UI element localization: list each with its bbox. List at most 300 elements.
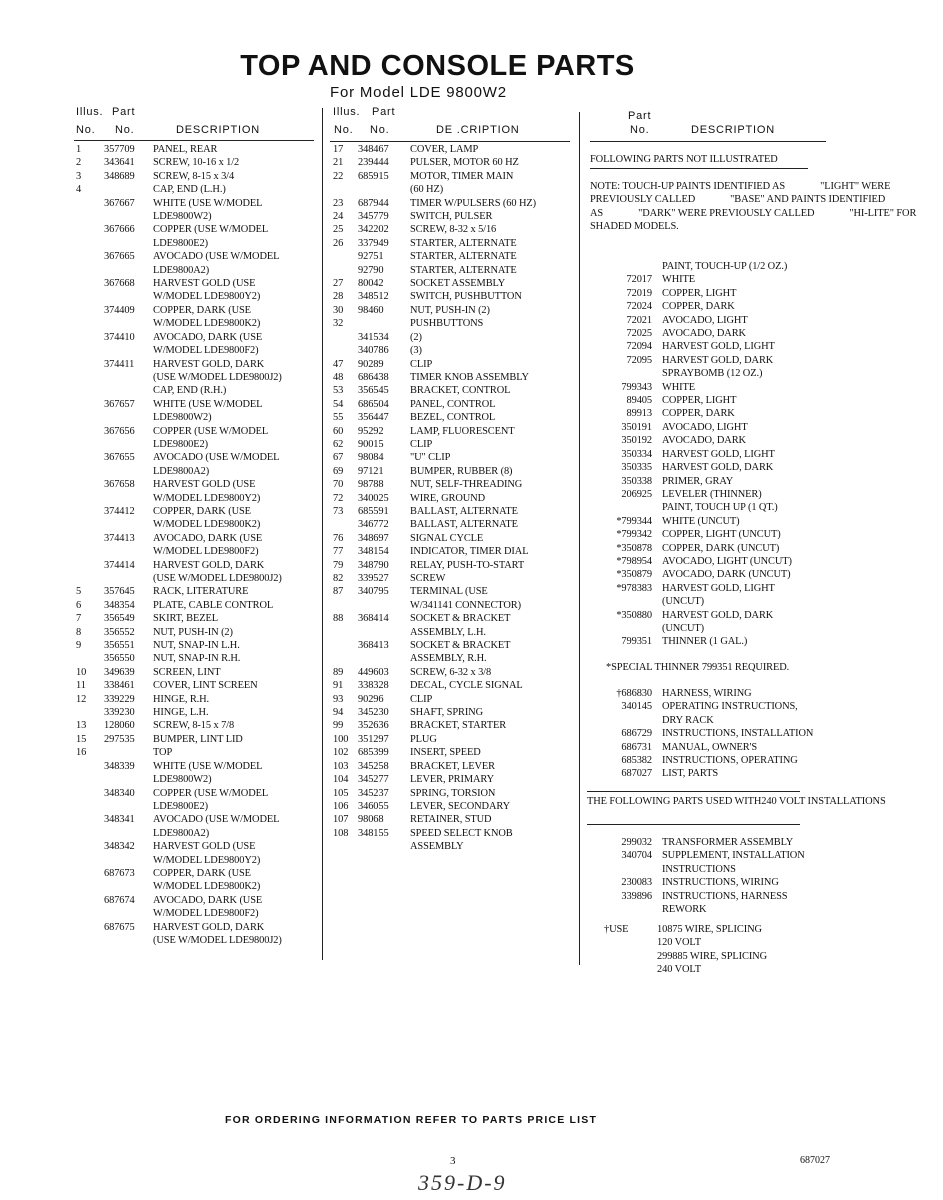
- table-row: [76, 813, 316, 840]
- illus-no: 89: [333, 666, 344, 678]
- description: [410, 585, 573, 612]
- description-line: SPEED SELECT KNOB: [410, 827, 513, 839]
- table-row: [333, 411, 573, 424]
- col2-header-illus: Illus.: [333, 106, 361, 118]
- description-line: PANEL, REAR: [153, 144, 218, 155]
- table-row: [580, 515, 924, 528]
- illus-no: 8: [76, 626, 82, 638]
- illus-no: 3: [76, 170, 82, 182]
- touch-up-note: [590, 180, 934, 234]
- part-no: 687027: [621, 768, 652, 780]
- description-line: W/MODEL LDE9800F2): [153, 908, 259, 920]
- description-line: CLIP: [410, 693, 433, 705]
- table-row: [580, 300, 924, 313]
- table-row: [580, 568, 924, 581]
- col3-header-description: DESCRIPTION: [691, 124, 775, 136]
- description-line: NUT, SELF-THREADING: [410, 479, 523, 491]
- illus-no: 28: [333, 291, 344, 303]
- part-no: 230083: [621, 877, 652, 889]
- illus-no: 21: [333, 157, 344, 169]
- table-row: [333, 304, 573, 317]
- part-no: 340145: [621, 701, 652, 713]
- illus-no: 32: [333, 318, 344, 330]
- description: [662, 354, 924, 367]
- description-line: AVOCADO, DARK: [662, 328, 746, 340]
- description-line: LEVER, SECONDARY: [410, 800, 511, 812]
- part-no: 348467: [358, 144, 389, 155]
- table-row: [333, 438, 573, 451]
- illus-no: 94: [333, 707, 344, 719]
- part-no: 297535: [104, 733, 135, 745]
- description-line: INSTRUCTIONS, HARNESS: [662, 890, 788, 902]
- table-row: [76, 143, 316, 156]
- description: [662, 407, 924, 420]
- table-row: [76, 760, 316, 787]
- table-row: [333, 679, 573, 692]
- table-row: [76, 304, 316, 331]
- part-no: 374409: [104, 304, 135, 316]
- table-row: [333, 264, 573, 277]
- table-row: [76, 652, 316, 665]
- table-row: [76, 921, 316, 948]
- note-line: "BASE" AND PAINTS IDENTIFIED AS: [590, 194, 886, 219]
- table-row: [333, 559, 573, 572]
- illus-no: 107: [333, 814, 349, 826]
- table-row: [76, 277, 316, 304]
- table-row: [76, 733, 316, 746]
- table-row: [76, 894, 316, 921]
- description-line: BEZEL, CONTROL: [410, 412, 496, 424]
- description: [662, 876, 924, 889]
- description: [410, 384, 573, 397]
- table-row: [580, 394, 924, 407]
- illus-no: 2: [76, 157, 82, 169]
- table-row: [333, 545, 573, 558]
- description-line: WHITE: [662, 274, 695, 286]
- table-row: [333, 237, 573, 250]
- col1-header-part: Part: [112, 106, 136, 118]
- part-no: 345237: [358, 787, 389, 799]
- table-row: [76, 666, 316, 679]
- part-no: 339229: [104, 693, 135, 705]
- description-line: SKIRT, BEZEL: [153, 613, 218, 625]
- part-no: 349639: [104, 666, 135, 678]
- ordering-info-footer: FOR ORDERING INFORMATION REFER TO PARTS PRICE LIST: [225, 1114, 598, 1126]
- part-no: 350334: [621, 448, 652, 460]
- description: [153, 532, 316, 559]
- page-number: 3: [450, 1155, 456, 1167]
- description-line: MANUAL, OWNER'S: [662, 741, 758, 753]
- table-row: [580, 555, 924, 568]
- description-line: LDE9800E2): [153, 438, 208, 450]
- description-line: AVOCADO, DARK (UNCUT): [662, 569, 791, 581]
- description-line: HARVEST GOLD, DARK: [662, 354, 774, 366]
- description: [410, 706, 573, 719]
- description: [410, 639, 573, 666]
- description-line: SPRAYBOMB (12 OZ.): [662, 368, 763, 380]
- part-no: 356447: [358, 412, 389, 424]
- description-line: ASSEMBLY, R.H.: [410, 653, 487, 665]
- table-row: [580, 260, 924, 273]
- description-line: SCREW: [410, 573, 446, 584]
- illus-no: 69: [333, 465, 344, 477]
- note-line: "LIGHT" WERE PREVIOUSLY CALLED: [590, 181, 891, 206]
- description: [662, 542, 924, 555]
- part-no: 687674: [104, 894, 135, 906]
- description-line: WHITE (UNCUT): [662, 515, 740, 527]
- part-no: 350335: [621, 462, 652, 474]
- table-row: [333, 666, 573, 679]
- description-line: SOCKET ASSEMBLY: [410, 278, 506, 290]
- description-line: HARVEST GOLD, DARK: [662, 462, 774, 474]
- description: [410, 733, 573, 746]
- illus-no: 1: [76, 144, 82, 155]
- part-no: 341534: [358, 331, 389, 343]
- description: [153, 787, 316, 814]
- description: [153, 451, 316, 478]
- table-row: [580, 849, 924, 876]
- part-no: 90296: [358, 693, 384, 705]
- description: [662, 475, 924, 488]
- illus-no: 27: [333, 278, 344, 290]
- table-row: [76, 787, 316, 814]
- table-row: [76, 746, 316, 759]
- illus-no: 22: [333, 170, 344, 182]
- table-row: [76, 612, 316, 625]
- special-thinner-note: [606, 661, 926, 674]
- table-row: [580, 461, 924, 474]
- description-line: COPPER, DARK (UNCUT): [662, 542, 780, 554]
- part-no: 367657: [104, 398, 135, 410]
- description-line: COPPER (USE W/MODEL: [153, 224, 269, 236]
- description-line: LIST, PARTS: [662, 768, 719, 780]
- table-row: [580, 434, 924, 447]
- table-row: [333, 733, 573, 746]
- table-row: [333, 384, 573, 397]
- description: [662, 754, 924, 767]
- illus-no: 102: [333, 747, 349, 759]
- description: [662, 340, 924, 353]
- part-no: 98460: [358, 304, 384, 316]
- illus-no: 6: [76, 599, 82, 611]
- part-no: *798954: [616, 555, 652, 567]
- part-no: 345230: [358, 707, 389, 719]
- part-no: 367666: [104, 224, 135, 236]
- part-no: 367656: [104, 425, 135, 437]
- part-no: 95292: [358, 425, 384, 437]
- note-line: NOTE: TOUCH-UP PAINTS IDENTIFIED AS: [590, 181, 786, 192]
- description-line: WHITE (USE W/MODEL: [153, 760, 263, 772]
- part-no: 351297: [358, 733, 389, 745]
- description-line: WHITE: [662, 381, 695, 393]
- description-line: HARVEST GOLD, LIGHT: [662, 341, 775, 353]
- description: [153, 666, 316, 679]
- description: [662, 609, 924, 636]
- description: [662, 700, 924, 727]
- illus-no: 25: [333, 224, 344, 236]
- description-line: INSTRUCTIONS, OPERATING: [662, 755, 798, 767]
- part-no: 72021: [626, 314, 652, 326]
- table-row: [333, 170, 573, 197]
- part-no: 128060: [104, 720, 135, 732]
- table-row: [76, 679, 316, 692]
- description: [662, 501, 924, 514]
- description-line: (3): [410, 345, 422, 357]
- part-no: 685382: [621, 755, 652, 767]
- description: [153, 652, 316, 665]
- description: [662, 890, 924, 917]
- description-line: AVOCADO, LIGHT: [662, 421, 748, 433]
- part-no: 686438: [358, 371, 389, 383]
- description-line: SOCKET & BRACKET: [410, 613, 511, 625]
- part-no: 98068: [358, 814, 384, 826]
- description: [410, 264, 573, 277]
- part-no: 348155: [358, 827, 389, 839]
- description: [153, 183, 316, 196]
- description-line: SIGNAL CYCLE: [410, 532, 484, 544]
- description-line: INSTRUCTIONS, WIRING: [662, 877, 779, 889]
- part-no: 685591: [358, 505, 389, 517]
- part-no: 374412: [104, 505, 135, 517]
- description-line: 120 VOLT: [657, 937, 701, 949]
- col2-header-description: DE .CRIPTION: [436, 124, 520, 136]
- illus-no: 99: [333, 720, 344, 732]
- illus-no: 60: [333, 425, 344, 437]
- illus-no: 11: [76, 680, 86, 692]
- parts-column-2: [333, 143, 573, 854]
- table-row: [580, 528, 924, 541]
- illus-no: 10: [76, 666, 87, 678]
- description-line: HINGE, L.H.: [153, 707, 209, 719]
- description-line: LDE9800A2): [153, 264, 210, 276]
- col2-header-partno: No.: [370, 124, 390, 136]
- description: [410, 223, 573, 236]
- description-line: 10875 WIRE, SPLICING: [657, 924, 762, 935]
- description-line: COPPER, DARK (USE: [153, 304, 251, 316]
- part-no: 357709: [104, 144, 135, 155]
- part-no: 686729: [621, 728, 652, 740]
- part-no: 350192: [621, 435, 652, 447]
- description: [153, 170, 316, 183]
- table-row: [333, 331, 573, 344]
- description: [153, 719, 316, 732]
- part-no: *978383: [616, 582, 652, 594]
- part-no: 72094: [626, 341, 652, 353]
- part-no: 340795: [358, 586, 389, 598]
- description: [410, 170, 573, 197]
- table-row: [333, 210, 573, 223]
- illus-no: 87: [333, 586, 344, 598]
- description-line: 299885 WIRE, SPLICING: [657, 950, 767, 962]
- table-row: [580, 381, 924, 394]
- table-row: [76, 425, 316, 452]
- document-number: 687027: [800, 1155, 830, 1166]
- illus-no: 93: [333, 693, 344, 705]
- part-no: 685399: [358, 747, 389, 759]
- table-row: [333, 371, 573, 384]
- part-no: 72024: [626, 301, 652, 313]
- part-no: 348790: [358, 559, 389, 571]
- description: [410, 304, 573, 317]
- description-line: PLUG: [410, 733, 437, 745]
- description-line: SCREEN, LINT: [153, 666, 221, 678]
- part-no: 348697: [358, 532, 389, 544]
- description: [410, 679, 573, 692]
- description-line: INDICATOR, TIMER DIAL: [410, 546, 529, 558]
- table-row: [333, 250, 573, 263]
- description-line: LDE9800W2): [153, 412, 212, 424]
- description-line: RACK, LITERATURE: [153, 586, 249, 598]
- table-row: [333, 425, 573, 438]
- description: [410, 237, 573, 250]
- illus-no: 108: [333, 827, 349, 839]
- part-no: 348340: [104, 787, 135, 799]
- part-no: 799351: [621, 636, 652, 648]
- description: [153, 639, 316, 652]
- description-line: WHITE (USE W/MODEL: [153, 398, 263, 410]
- description: [410, 317, 573, 330]
- description-line: RETAINER, STUD: [410, 814, 492, 826]
- description-line: TOP: [153, 747, 173, 759]
- description: [153, 733, 316, 746]
- table-row: [76, 197, 316, 224]
- table-row: [580, 488, 924, 501]
- description-line: SOCKET & BRACKET: [410, 640, 511, 652]
- description-line: PRIMER, GRAY: [662, 475, 734, 487]
- table-row: [333, 800, 573, 813]
- description: [410, 492, 573, 505]
- description-line: AVOCADO, DARK (USE: [153, 331, 263, 343]
- table-row: [76, 559, 316, 586]
- table-row: [580, 876, 924, 889]
- description: [662, 367, 924, 380]
- description-line: W/MODEL LDE9800Y2): [153, 492, 261, 504]
- description-line: (UNCUT): [662, 596, 705, 608]
- description-line: CAP, END (L.H.): [153, 184, 226, 196]
- description: [410, 478, 573, 491]
- part-no: 348512: [358, 291, 389, 303]
- illus-no: 26: [333, 237, 344, 249]
- description: [657, 923, 919, 977]
- description-line: W/MODEL LDE9800Y2): [153, 854, 261, 866]
- illus-no: 79: [333, 559, 344, 571]
- description-line: (USE W/MODEL LDE9800J2): [153, 934, 282, 946]
- description-line: HARVEST GOLD, LIGHT: [662, 448, 775, 460]
- part-no: 80042: [358, 278, 384, 290]
- table-row: [76, 183, 316, 196]
- part-no: 337949: [358, 237, 389, 249]
- description-line: DECAL, CYCLE SIGNAL: [410, 680, 523, 692]
- col3-header-rule: [590, 141, 826, 142]
- description-line: SCREW, 8-32 x 5/16: [410, 224, 497, 236]
- description-line: BALLAST, ALTERNATE: [410, 505, 518, 517]
- illus-no: 23: [333, 197, 344, 209]
- description-line: CAP, END (R.H.): [153, 385, 227, 397]
- description: [410, 787, 573, 800]
- description-line: SHAFT, SPRING: [410, 707, 483, 719]
- description: [153, 223, 316, 250]
- illus-no: 77: [333, 546, 344, 558]
- table-row: [333, 344, 573, 357]
- description-line: STARTER, ALTERNATE: [410, 264, 517, 276]
- description-line: AVOCADO, DARK: [662, 435, 746, 447]
- table-row: [333, 773, 573, 786]
- description: [410, 156, 573, 169]
- description-line: MOTOR, TIMER MAIN: [410, 170, 514, 182]
- illus-no: 4: [76, 184, 82, 196]
- description: [410, 290, 573, 303]
- description: [153, 599, 316, 612]
- table-row: [580, 542, 924, 555]
- table-row: [76, 706, 316, 719]
- description-line: TERMINAL (USE: [410, 586, 488, 598]
- description-line: LEVER, PRIMARY: [410, 774, 495, 786]
- part-no: †686830: [616, 688, 652, 699]
- table-row: [580, 448, 924, 461]
- table-row: [333, 451, 573, 464]
- description-line: OPERATING INSTRUCTIONS,: [662, 701, 798, 713]
- description-line: HARVEST GOLD, DARK: [153, 358, 265, 370]
- description-line: PAINT, TOUCH-UP (1/2 OZ.): [662, 261, 788, 272]
- description-line: DRY RACK: [662, 714, 714, 726]
- table-row: [76, 585, 316, 598]
- description-line: HARVEST GOLD, LIGHT: [662, 582, 775, 594]
- part-no: 350338: [621, 475, 652, 487]
- part-no: 97121: [358, 465, 384, 477]
- description: [410, 572, 573, 585]
- illus-no: 13: [76, 720, 87, 732]
- col2-header-part: Part: [372, 106, 396, 118]
- description: [410, 827, 573, 854]
- description-line: LDE9800E2): [153, 237, 208, 249]
- description: [410, 438, 573, 451]
- description: [410, 398, 573, 411]
- illus-no: 67: [333, 452, 344, 464]
- col1-header-partno: No.: [115, 124, 135, 136]
- table-row: [76, 840, 316, 867]
- description-line: COPPER, DARK (USE: [153, 867, 251, 879]
- description: [410, 331, 573, 344]
- table-row: [333, 693, 573, 706]
- col1-header-illus: Illus.: [76, 106, 104, 118]
- part-no: 356552: [104, 626, 135, 638]
- table-row: [580, 475, 924, 488]
- description: [153, 746, 316, 759]
- description: [153, 626, 316, 639]
- part-no: 72017: [626, 274, 652, 286]
- description-line: SCREW, 10-16 x 1/2: [153, 157, 240, 169]
- column-divider: [322, 108, 323, 960]
- description: [410, 425, 573, 438]
- part-no: 348689: [104, 170, 135, 182]
- illus-no: 24: [333, 211, 344, 223]
- part-no: 368414: [358, 613, 389, 625]
- description-line: COPPER, LIGHT: [662, 395, 737, 407]
- illus-no: 82: [333, 573, 344, 584]
- description: [410, 451, 573, 464]
- part-no: 687944: [358, 197, 389, 209]
- table-row: [76, 639, 316, 652]
- table-row: [333, 827, 573, 854]
- part-no: 345779: [358, 211, 389, 223]
- illus-no: 54: [333, 398, 344, 410]
- description: [410, 800, 573, 813]
- part-no: 367667: [104, 197, 135, 209]
- table-row: [333, 478, 573, 491]
- description: [662, 488, 924, 501]
- part-no: 338461: [104, 680, 135, 692]
- misc-parts-list: [580, 687, 924, 781]
